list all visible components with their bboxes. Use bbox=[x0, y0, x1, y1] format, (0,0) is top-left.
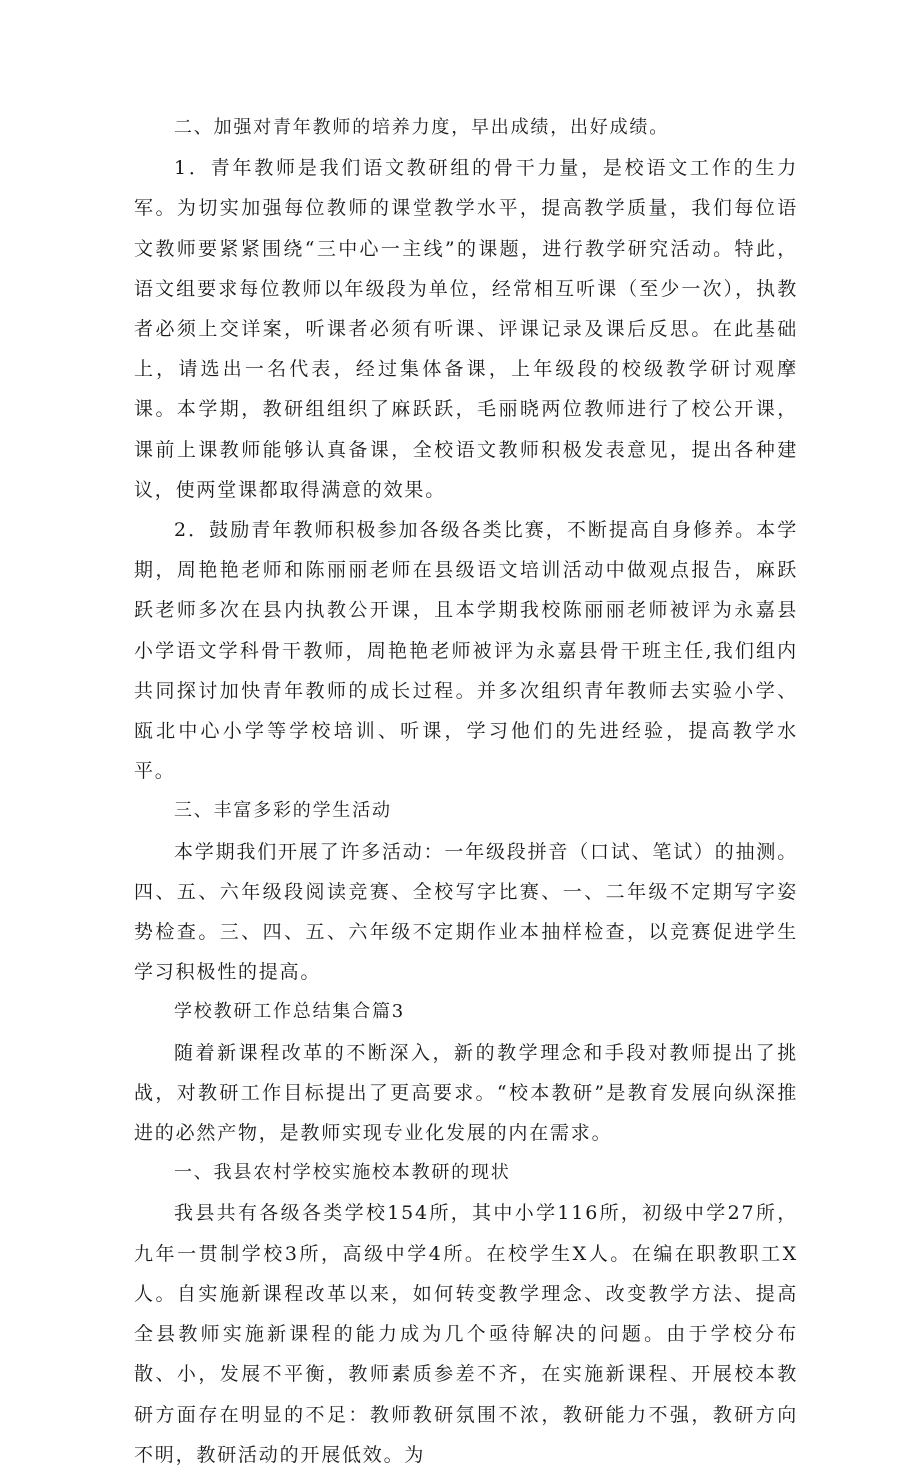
section-heading-rural-schools-status: 一、我县农村学校实施校本教研的现状 bbox=[174, 1162, 511, 1184]
section-heading-cultivate-young-teachers: 二、加强对青年教师的培养力度，早出成绩，出好成绩。 bbox=[174, 117, 669, 138]
paragraph-county-school-statistics: 我县共有各级各类学校154所，其中小学116所，初级中学27所，九年一贯制学校3所，高级中学4所。在校学生X人。在编在职教职工X人。自实施新课程改革以来，如何转变教学理念、改变教学方法、提高全县教师实施新课程的能力成为几个亟待解决的问题。由于学校分布散、小，发展不平衡，教师素质参差不齐，在实施新课程、开展校本教研方面存在明显的不足：教师教研氛围不浓，教研能力不强，教研方向不明，教研活动的开展低效。为 bbox=[134, 1202, 798, 1466]
document-body bbox=[134, 108, 798, 1475]
article-title-part-3: 学校教研工作总结集合篇3 bbox=[174, 1001, 406, 1023]
paragraph-semester-activities: 本学期我们开展了许多活动：一年级段拼音（口试、笔试）的抽测。四、五、六年级段阅读竞赛、全校写字比赛、一、二年级不定期写字姿势检查。三、四、五、六年级不定期作业本抽样检查，以竞赛促进学生学习积极性的提高。 bbox=[134, 840, 799, 984]
section-heading-student-activities: 三、丰富多彩的学生活动 bbox=[174, 800, 392, 822]
paragraph-young-teachers-backbone: 1．青年教师是我们语文教研组的骨干力量，是校语文工作的生力军。为切实加强每位教师的课堂教学水平，提高教学质量，我们每位语文教师要紧紧围绕“三中心一主线”的课题，进行教学研究活动。特此，语文组要求每位教师以年级段为单位，经常相互听课（至少一次），执教者必须上交详案，听课者必须有听课、评课记录及课后反思。在此基础上，请选出一名代表，经过集体备课，上年级段的校级教学研讨观摩课。本学期，教研组组织了麻跃跃，毛丽晓两位教师进行了校公开课，课前上课教师能够认真备课，全校语文教师积极发表意见，提出各种建议，使两堂课都取得满意的效果。 bbox=[134, 157, 798, 501]
paragraph-curriculum-reform-intro: 随着新课程改革的不断深入，新的教学理念和手段对教师提出了挑战，对教研工作目标提出了更高要求。“校本教研”是教育发展向纵深推进的必然产物，是教师实现专业化发展的内在需求。 bbox=[134, 1041, 798, 1145]
paragraph-encourage-competitions: 2．鼓励青年教师积极参加各级各类比赛，不断提高自身修养。本学期，周艳艳老师和陈丽丽老师在县级语文培训活动中做观点报告，麻跃跃老师多次在县内执教公开课，且本学期我校陈丽丽老师被评为永嘉县小学语文学科骨干教师，周艳艳老师被评为永嘉县骨干班主任,我们组内共同探讨加快青年教师的成长过程。并多次组织青年教师去实验小学、瓯北中心小学等学校培训、听课，学习他们的先进经验，提高教学水平。 bbox=[134, 519, 798, 783]
